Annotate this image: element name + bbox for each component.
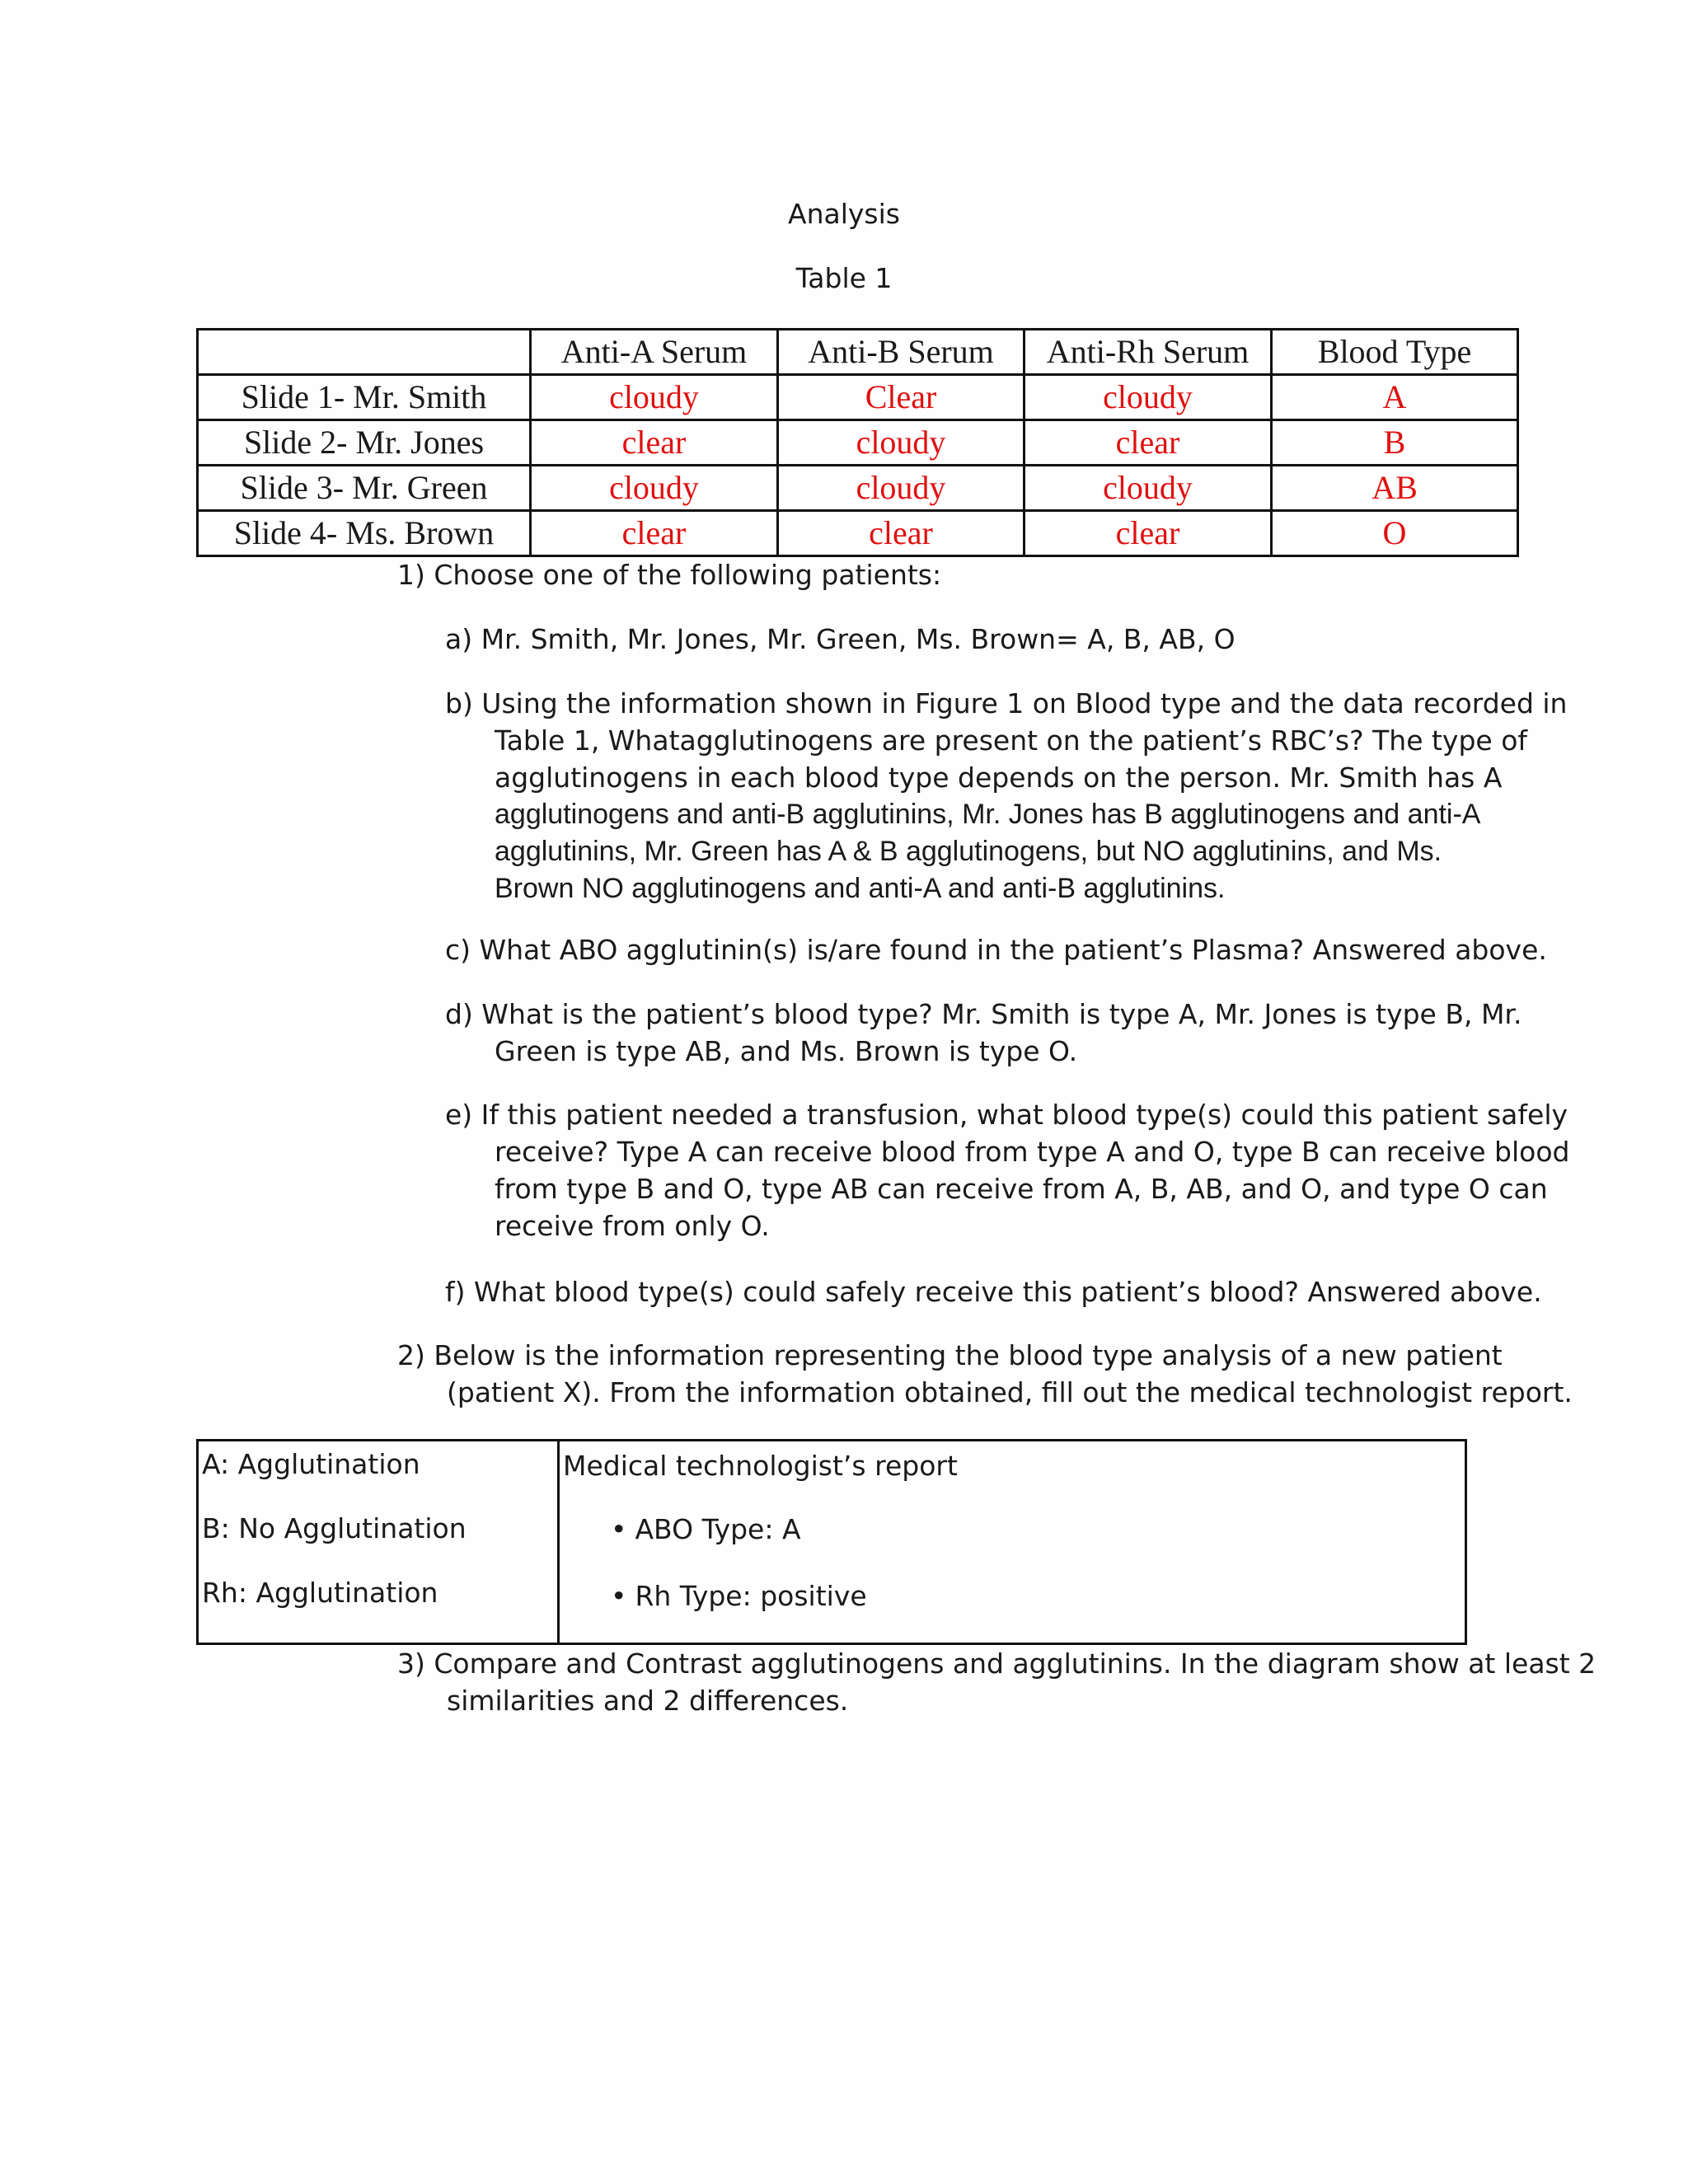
blood-type-result: O bbox=[1272, 511, 1518, 556]
row-label: Slide 2- Mr. Jones bbox=[198, 420, 531, 466]
report-bullet-item bbox=[611, 1580, 867, 1612]
row-label: Slide 1- Mr. Smith bbox=[198, 375, 531, 420]
table-row bbox=[198, 511, 1518, 556]
header-anti-a-serum: Anti-A Serum bbox=[531, 330, 778, 375]
question-1e-line: from type B and O, type AB can receive from A, B, AB, and O, and type O can bbox=[495, 1173, 1548, 1205]
bullet-icon: • bbox=[611, 1580, 627, 1612]
blood-test-table bbox=[196, 328, 1519, 557]
report-heading: Medical technologist’s report bbox=[563, 1450, 958, 1482]
anti-rh-result: cloudy bbox=[1025, 375, 1272, 420]
question-2 bbox=[397, 1337, 1573, 1411]
blood-type-result: AB bbox=[1272, 466, 1518, 511]
table-row bbox=[198, 375, 1518, 420]
question-1f: f) What blood type(s) could safely receive this patient’s blood? Answered above. bbox=[445, 1276, 1542, 1308]
question-2-line: 2) Below is the information representing the blood type analysis of a new patient bbox=[397, 1339, 1503, 1371]
question-3-line: similarities and 2 differences. bbox=[447, 1685, 849, 1717]
agglutination-results bbox=[199, 1441, 560, 1643]
anti-b-result: cloudy bbox=[778, 466, 1025, 511]
result-b: B: No Agglutination bbox=[202, 1512, 467, 1544]
header-anti-b-serum: Anti-B Serum bbox=[778, 330, 1025, 375]
anti-a-result: clear bbox=[531, 420, 778, 466]
question-1d bbox=[445, 996, 1522, 1070]
question-1c: c) What ABO agglutinin(s) is/are found in the patient’s Plasma? Answered above. bbox=[445, 934, 1547, 966]
question-1-prompt: 1) Choose one of the following patients: bbox=[397, 559, 942, 591]
question-1e-line: receive? Type A can receive blood from type A and O, type B can receive blood bbox=[495, 1136, 1570, 1168]
rh-type-value: Rh Type: positive bbox=[635, 1580, 867, 1612]
header-cell-empty bbox=[198, 330, 531, 375]
blood-type-result: A bbox=[1272, 375, 1518, 420]
abo-type-value: ABO Type: A bbox=[635, 1513, 801, 1545]
question-1a: a) Mr. Smith, Mr. Jones, Mr. Green, Ms. Brown= A, B, AB, O bbox=[445, 623, 1236, 655]
question-1e bbox=[445, 1096, 1569, 1244]
question-1d-line: d) What is the patient’s blood type? Mr. Smith is type A, Mr. Jones is type B, Mr. bbox=[445, 998, 1522, 1030]
question-2-line: (patient X). From the information obtained, fill out the medical technologist report. bbox=[447, 1376, 1573, 1408]
report-bullet-item bbox=[611, 1513, 801, 1545]
anti-rh-result: cloudy bbox=[1025, 466, 1272, 511]
anti-rh-result: clear bbox=[1025, 511, 1272, 556]
result-rh: Rh: Agglutination bbox=[202, 1577, 438, 1609]
table-row bbox=[198, 420, 1518, 466]
result-a: A: Agglutination bbox=[202, 1448, 420, 1480]
anti-b-result: cloudy bbox=[778, 420, 1025, 466]
page-title: Analysis bbox=[788, 198, 900, 230]
table-caption: Table 1 bbox=[795, 262, 893, 294]
blood-type-result: B bbox=[1272, 420, 1518, 466]
question-1b bbox=[445, 685, 1567, 907]
table-row bbox=[198, 466, 1518, 511]
technologist-report-table bbox=[196, 1439, 1467, 1645]
question-1e-line: e) If this patient needed a transfusion, what blood type(s) could this patient safely bbox=[445, 1099, 1568, 1131]
header-blood-type: Blood Type bbox=[1272, 330, 1518, 375]
anti-b-result: clear bbox=[778, 511, 1025, 556]
anti-rh-result: clear bbox=[1025, 420, 1272, 466]
row-label: Slide 4- Ms. Brown bbox=[198, 511, 531, 556]
question-1b-line: agglutinins, Mr. Green has A & B agglutinogens, but NO agglutinins, and Ms. bbox=[495, 836, 1442, 867]
anti-b-result: Clear bbox=[778, 375, 1025, 420]
question-1b-line: agglutinogens and anti-B agglutinins, Mr. Jones has B agglutinogens and anti-A bbox=[495, 799, 1481, 830]
question-1e-line: receive from only O. bbox=[495, 1210, 770, 1242]
question-3 bbox=[397, 1645, 1596, 1719]
header-anti-rh-serum: Anti-Rh Serum bbox=[1025, 330, 1272, 375]
question-1b-line: agglutinogens in each blood type depends on the person. Mr. Smith has A bbox=[495, 762, 1503, 794]
question-3-line: 3) Compare and Contrast agglutinogens and agglutinins. In the diagram show at least 2 bbox=[397, 1647, 1597, 1680]
bullet-icon: • bbox=[611, 1513, 627, 1545]
question-1d-line: Green is type AB, and Ms. Brown is type O. bbox=[495, 1035, 1078, 1067]
row-label: Slide 3- Mr. Green bbox=[198, 466, 531, 511]
anti-a-result: cloudy bbox=[531, 466, 778, 511]
question-1b-line: b) Using the information shown in Figure 1 on Blood type and the data recorded in bbox=[445, 687, 1568, 719]
question-1b-line: Table 1, Whatagglutinogens are present on the patient’s RBC’s? The type of bbox=[495, 724, 1528, 757]
report-cell bbox=[560, 1441, 1465, 1643]
anti-a-result: cloudy bbox=[531, 375, 778, 420]
anti-a-result: clear bbox=[531, 511, 778, 556]
table-header-row bbox=[198, 330, 1518, 375]
question-1b-line: Brown NO agglutinogens and anti-A and anti-B agglutinins. bbox=[495, 873, 1226, 904]
